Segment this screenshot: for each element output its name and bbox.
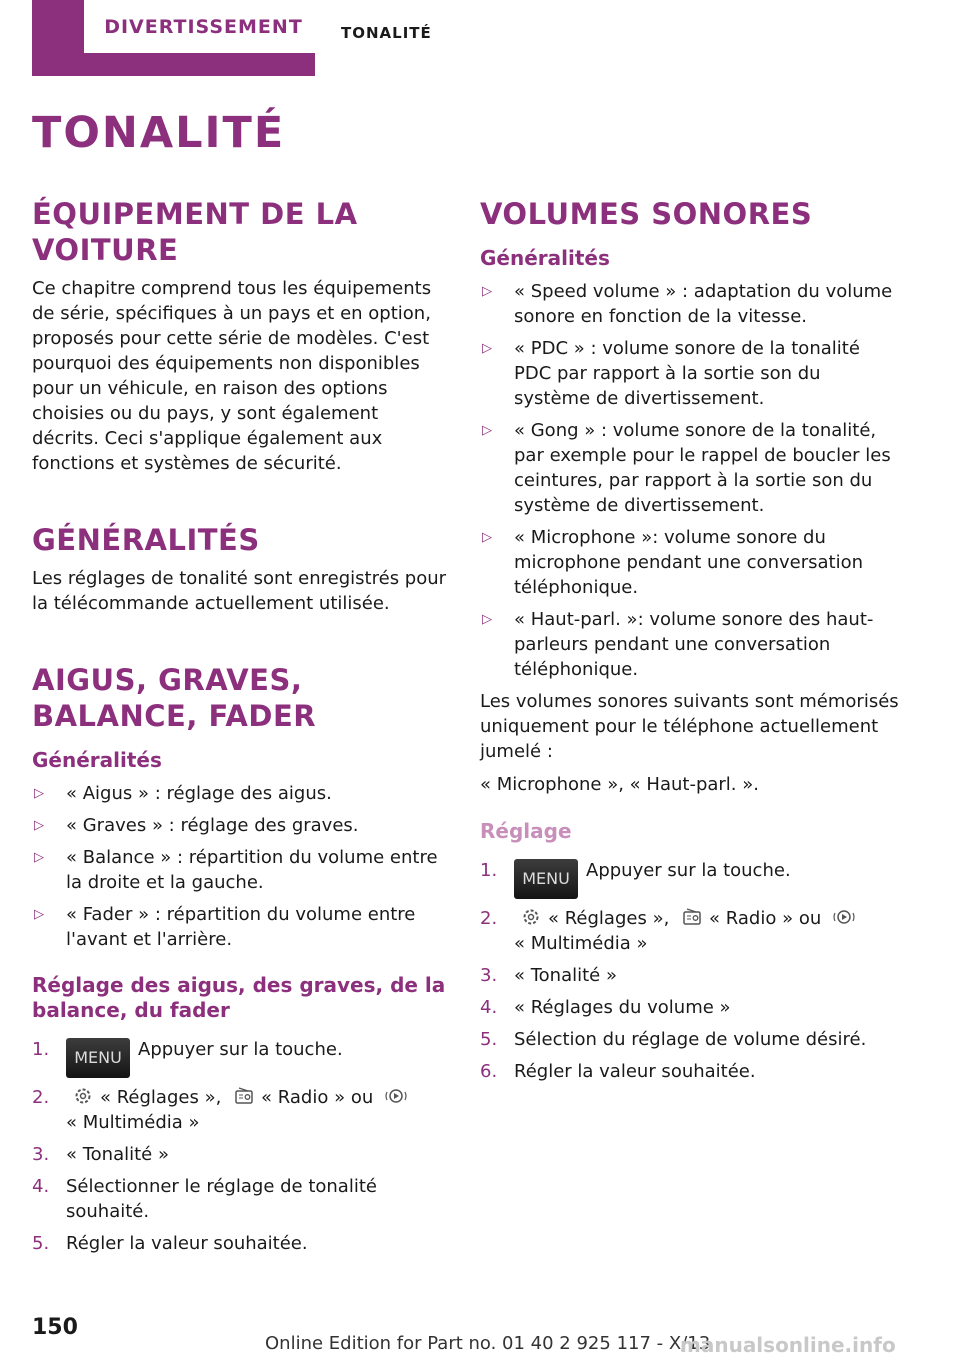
bullet-marker-icon: ▷ (482, 341, 492, 356)
chapter-tab-label: DIVERTISSEMENT (104, 15, 303, 38)
bullet-marker-icon: ▷ (34, 907, 44, 922)
left-column (32, 196, 450, 1263)
list-item: ▷ « Haut-parl. »: volume sonore des haut-parleurs pendant une conversation téléphonique. (482, 609, 874, 680)
radio-icon (233, 1085, 255, 1107)
running-head: TONALITÉ (341, 24, 432, 42)
list-item: ▷ « Microphone »: volume sonore du microphone pendant une conversation téléphonique. (482, 527, 863, 598)
tone-bullet-list (32, 781, 450, 952)
bullet-marker-icon: ▷ (34, 818, 44, 833)
paragraph-memorised-list: « Microphone », « Haut-parl. ». (480, 774, 759, 795)
bullet-marker-icon: ▷ (482, 423, 492, 438)
bullet-marker-icon: ▷ (482, 530, 492, 545)
tone-steps-list (32, 1037, 450, 1256)
list-item: ▷ « Speed volume » : adaptation du volume sonore en fonction de la vitesse. (482, 281, 893, 327)
volume-bullet-list (480, 279, 900, 682)
list-item: 2. « Réglages », « Radio » ou « Multimédia » (32, 1085, 450, 1135)
menu-button-icon: MENU (66, 1038, 130, 1078)
heading-generalites: GÉNÉRALITÉS (32, 523, 260, 557)
bullet-marker-icon: ▷ (34, 786, 44, 801)
bullet-marker-icon: ▷ (34, 850, 44, 865)
list-item: 5. Sélection du réglage de volume désiré. (480, 1029, 867, 1050)
menu-button-icon: MENU (514, 859, 578, 899)
list-item: ▷ « PDC » : volume sonore de la tonalité PDC par rapport à la sortie son du système de divertissement. (482, 338, 860, 409)
list-item: ▷ « Aigus » : réglage des aigus. (34, 783, 332, 804)
subheading-generalites: Généralités (32, 748, 162, 772)
list-item: ▷ « Balance » : répartition du volume entre la droite et la gauche. (34, 847, 438, 893)
bullet-marker-icon: ▷ (482, 612, 492, 627)
subheading-reglage: Réglage (480, 819, 572, 843)
subheading-reglage-tonalite: Réglage des aigus, des graves, de la balance, du fader (32, 973, 446, 1022)
radio-icon (681, 906, 703, 928)
list-item: 3. « Tonalité » (480, 965, 617, 986)
list-item: 3. « Tonalité » (32, 1144, 169, 1165)
gear-icon (72, 1085, 94, 1107)
multimedia-icon (385, 1085, 407, 1107)
list-item: 4. Sélectionner le réglage de tonalité souhaité. (32, 1176, 377, 1222)
list-item: ▷ « Gong » : volume sonore de la tonalité, par exemple pour le rappel de boucler les ceintures, par rapport à la sortie son du système de divertissement. (482, 420, 891, 516)
chapter-tab-label-box (84, 0, 323, 53)
list-item: 2. « Réglages », « Radio » ou « Multimédia » (480, 906, 900, 956)
gear-icon (520, 906, 542, 928)
list-item: ▷ « Graves » : réglage des graves. (34, 815, 359, 836)
heading-equipement: ÉQUIPEMENT DE LA VOITURE (32, 197, 358, 267)
multimedia-icon (833, 906, 855, 928)
volume-steps-list (480, 858, 900, 1084)
paragraph-memorises: Les volumes sonores suivants sont mémorisés uniquement pour le téléphone actuellement jumelé : (480, 691, 899, 762)
list-item: 4. « Réglages du volume » (480, 997, 731, 1018)
list-item: 6. Régler la valeur souhaitée. (480, 1061, 756, 1082)
list-item: 1. MENU Appuyer sur la touche. (32, 1037, 450, 1078)
right-column (480, 196, 900, 1091)
subheading-generalites: Généralités (480, 246, 610, 270)
list-item: ▷ « Fader » : répartition du volume entre l'avant et l'arrière. (34, 904, 416, 950)
page-number: 150 (32, 1315, 78, 1340)
chapter-tab (32, 0, 315, 76)
heading-aigus-graves: AIGUS, GRAVES, BALANCE, FADER (32, 663, 317, 733)
list-item: 5. Régler la valeur souhaitée. (32, 1233, 308, 1254)
edition-footer: Online Edition for Part no. 01 40 2 925 117 - X/13 (265, 1333, 711, 1354)
watermark: manualsonline.info (680, 1333, 896, 1357)
paragraph-generalites: Les réglages de tonalité sont enregistrés pour la télécommande actuellement utilisée. (32, 568, 447, 614)
page-title: TONALITÉ (32, 108, 286, 158)
list-item: 1. MENU Appuyer sur la touche. (480, 858, 900, 899)
heading-volumes-sonores: VOLUMES SONORES (480, 197, 813, 231)
paragraph-equipement: Ce chapitre comprend tous les équipements de série, spécifiques à un pays et en option, proposés pour cette série de modèles. C'est pourquoi des équipements non disponibles pour un véhicule, en raison des options choisies ou du pays, y sont également décrits. Ceci s'applique également aux fonctions et systèmes de sécurité. (32, 278, 432, 474)
bullet-marker-icon: ▷ (482, 284, 492, 299)
